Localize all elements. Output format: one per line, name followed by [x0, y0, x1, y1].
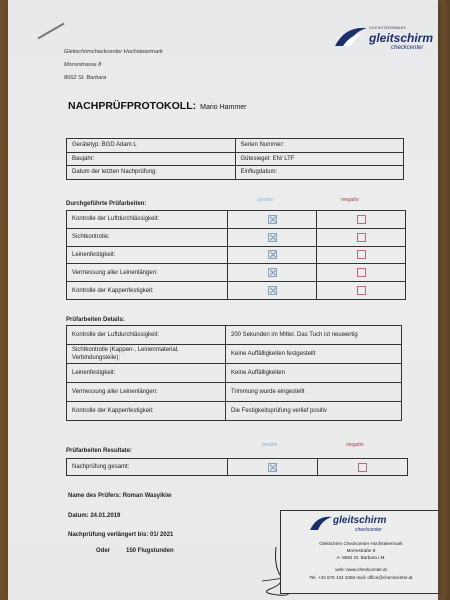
- detail-value: Trimmung wurde eingestellt: [226, 383, 402, 402]
- logo-sub-text: checkcenter: [391, 45, 424, 51]
- flight-hours: 150 Flugstunden: [126, 548, 174, 554]
- positive-cell: [228, 282, 317, 300]
- table-row: [67, 459, 408, 476]
- info-table: [66, 138, 404, 180]
- positive-cell: [228, 211, 317, 229]
- detail-label: Leinenfestigkeit:: [67, 364, 226, 383]
- table-row: [67, 282, 406, 300]
- table-row: [67, 326, 402, 345]
- negative-cell: [317, 264, 406, 282]
- table-cell: Gerätetyp: BGD Adam L: [67, 139, 236, 153]
- company-logo: [333, 22, 433, 56]
- unchecked-checkbox[interactable]: [357, 215, 366, 224]
- title-label: NACHPRÜFPROTOKOLL:: [68, 100, 197, 112]
- checks-heading: Durchgeführte Prüfarbeiten:: [66, 201, 147, 207]
- table-row: [67, 152, 404, 166]
- detail-label: Sichtkontrolle (Kappen-, Leinenmaterial, Verbindungsteile):: [67, 345, 226, 364]
- unchecked-checkbox[interactable]: [357, 250, 366, 259]
- negative-header: negativ: [346, 442, 364, 448]
- checked-checkbox[interactable]: [268, 233, 277, 242]
- table-row: [67, 166, 404, 180]
- table-row: [67, 228, 406, 246]
- table-row: [67, 246, 406, 264]
- stamp-line: Tel. +43 676 124 3456 mail: office@checkcenter.at: [309, 575, 413, 580]
- pen-mark: [38, 23, 65, 40]
- detail-value: 200 Sekunden im Mittel. Das Tuch ist neuwertig: [226, 326, 402, 345]
- checked-checkbox[interactable]: [268, 215, 277, 224]
- table-row: [67, 383, 402, 402]
- result-label: Nachprüfung gesamt:: [67, 459, 228, 476]
- table-cell: Baujahr:: [67, 152, 236, 166]
- inspection-date: Datum: 24.01.2019: [68, 513, 121, 519]
- wing-icon: [333, 24, 369, 50]
- checked-checkbox[interactable]: [268, 463, 277, 472]
- negative-cell: [318, 459, 408, 476]
- detail-value: Keine Auffälligkeiten festgestellt: [226, 345, 402, 364]
- sender-address: [64, 46, 163, 85]
- wing-icon: [309, 514, 333, 532]
- positive-cell: [228, 264, 317, 282]
- check-label: Vermessung aller Leinenlängen:: [67, 264, 228, 282]
- table-cell: Datum der letzten Nachprüfung:: [67, 166, 236, 180]
- table-row: [67, 139, 404, 153]
- details-table: [66, 325, 402, 421]
- table-row: [67, 402, 402, 421]
- document-page: [8, 0, 438, 600]
- table-row: [67, 211, 406, 229]
- or-label: Oder: [96, 548, 111, 554]
- checked-checkbox[interactable]: [268, 250, 277, 259]
- positive-header: positiv: [262, 442, 278, 448]
- logo-small-text: HOCHSTEIERMARK: [369, 26, 407, 30]
- detail-label: Kontrolle der Luftdurchlässigkeit:: [67, 326, 226, 345]
- owner-name: Mario Hammer: [200, 104, 247, 111]
- checks-table: [66, 210, 406, 300]
- stamp-logo-text: gleitschirm: [333, 515, 387, 526]
- negative-cell: [317, 211, 406, 229]
- details-heading: Prüfarbeiten Details:: [66, 317, 125, 323]
- checked-checkbox[interactable]: [268, 286, 277, 295]
- stamp-line: web: www.checkcenter.at: [335, 567, 387, 572]
- positive-cell: [228, 228, 317, 246]
- table-row: [67, 264, 406, 282]
- check-label: Leinenfestigkeit:: [67, 246, 228, 264]
- negative-cell: [317, 246, 406, 264]
- page-title: [68, 100, 246, 112]
- unchecked-checkbox[interactable]: [357, 268, 366, 277]
- table-cell: Serien Nummer:: [235, 139, 404, 153]
- results-table: [66, 458, 408, 476]
- negative-header: negativ: [341, 197, 359, 203]
- stamp-logo-sub: checkcenter: [355, 527, 382, 533]
- detail-value: Keine Auffälligkeiten: [226, 364, 402, 383]
- negative-cell: [317, 282, 406, 300]
- results-heading: Prüfarbeiten Resultate:: [66, 448, 133, 454]
- extended-until: Nachprüfung verlängert bis: 01/ 2021: [68, 532, 174, 538]
- table-row: [67, 345, 402, 364]
- stamp-line: Gleitschirm Checkcenter Hochsteiermark: [319, 541, 403, 546]
- detail-value: Die Festigkeitsprüfung verlief positiv: [226, 402, 402, 421]
- negative-cell: [317, 228, 406, 246]
- examiner-name: Name des Prüfers: Roman Wasylkiw: [68, 493, 172, 499]
- detail-label: Vermessung aller Leinenlängen:: [67, 383, 226, 402]
- address-line: 8662 St. Barbara: [64, 75, 107, 81]
- stamp-line: A- 8662 St. Barbara i.M.: [336, 555, 386, 560]
- table-row: [67, 364, 402, 383]
- detail-label: Kontrolle der Kappenfestigkeit:: [67, 402, 226, 421]
- logo-main-text: gleitschirm: [369, 31, 434, 45]
- check-label: Kontrolle der Luftdurchlässigkeit:: [67, 211, 228, 229]
- table-cell: Gütesiegel: EN/ LTF: [235, 152, 404, 166]
- stamp-line: Morrestraße 8: [346, 548, 376, 553]
- address-line: Gleitschirmcheckcenter Hochsteiermark: [64, 49, 163, 55]
- unchecked-checkbox[interactable]: [357, 233, 366, 242]
- check-label: Sichtkontrolle:: [67, 228, 228, 246]
- positive-cell: [228, 246, 317, 264]
- address-line: Morrestrasse 8: [64, 62, 102, 68]
- unchecked-checkbox[interactable]: [357, 286, 366, 295]
- unchecked-checkbox[interactable]: [358, 463, 367, 472]
- company-stamp: [280, 510, 438, 594]
- table-cell: Einflugdatum:: [235, 166, 404, 180]
- positive-header: positiv: [258, 197, 274, 203]
- positive-cell: [228, 459, 318, 476]
- check-label: Kontrolle der Kappenfestigkeit:: [67, 282, 228, 300]
- checked-checkbox[interactable]: [268, 268, 277, 277]
